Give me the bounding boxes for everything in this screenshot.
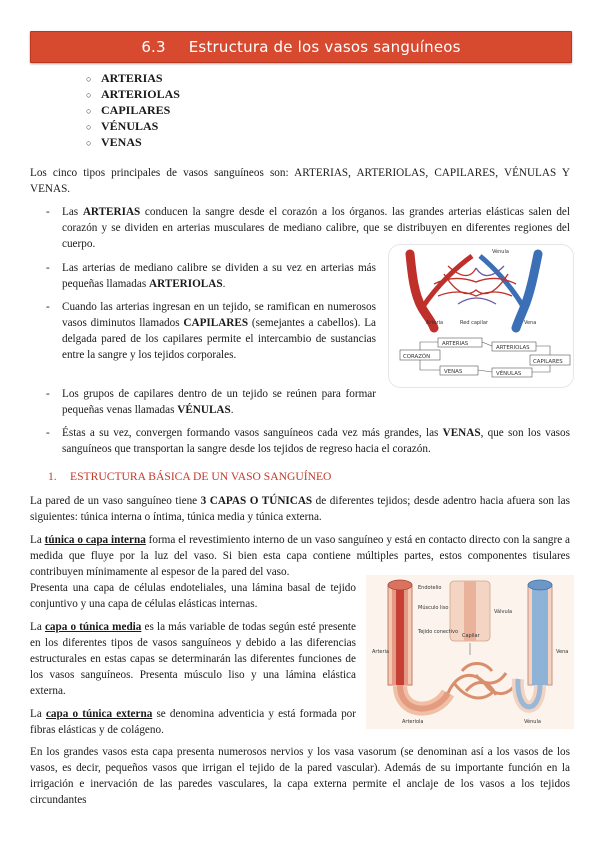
text: es la más variable de todas según esté presente en los diferentes tipos de vasos sanguíneos y debido a las diferencias estructurales en estas capas se determinarán las diferentes funciones de los vasos sanguíneos. Presenta músculo liso y una lámina elástica externa. <box>30 621 356 697</box>
box-arterias: ARTERIAS <box>442 341 469 347</box>
list-item: ○ CAPILARES <box>86 102 180 118</box>
section-number: 6.3 <box>141 38 166 56</box>
list-item: ○ ARTERIOLAS <box>86 86 180 102</box>
text: (semejantes a cabellos). La delgada pared de los capilares permite el intercambio de sustancias entre la sangre y los tejidos corporales. <box>62 317 376 361</box>
text: . <box>230 404 234 416</box>
text: , que son los vasos sanguíneos que transportan la sangre desde los tejidos de regreso hacia el corazón. <box>62 427 570 455</box>
label-valvula: Válvula <box>494 609 513 615</box>
bold-term: túnica o capa interna <box>44 534 146 546</box>
box-capilares: CAPILARES <box>533 359 563 365</box>
heading-title: ESTRUCTURA BÁSICA DE UN VASO SANGUÍNEO <box>70 470 332 483</box>
bullet-dash: - <box>46 262 50 274</box>
text: se denomina adventicia y está formada por fibras elásticas y de colágeno. <box>30 708 356 736</box>
label-endotelio: Endotelio <box>418 585 442 591</box>
text: La <box>30 708 46 720</box>
box-arteriolas: ARTERIOLAS <box>496 345 530 351</box>
text: de diferentes tejidos; desde adentro hacia afuera son las siguientes: túnica interna o íntima, túnica media y túnica externa. <box>30 495 570 523</box>
bullet-venulas <box>62 386 376 418</box>
bold-term: capa o túnica media <box>44 621 142 633</box>
list-item: ○ VÉNULAS <box>86 118 180 134</box>
bullet-capilares <box>62 299 376 363</box>
label-arteriola: Arteriola <box>402 719 424 725</box>
list-item: ○ VENAS <box>86 134 180 150</box>
label-venula: Vénula <box>492 249 509 255</box>
bold-term: ARTERIAS <box>82 206 141 218</box>
text: Las <box>62 206 83 218</box>
bullet-dash: - <box>46 206 50 218</box>
box-venulas: VÉNULAS <box>496 371 522 377</box>
text: Cuando las arterias ingresan en un tejido, se ramifican en numerosos vasos diminutos llamados <box>62 301 376 329</box>
bold-term: capa o túnica externa <box>45 708 153 720</box>
text: forma el revestimiento interno de un vaso sanguíneo y está en contacto directo con la sangre a medida que fluye por la luz del vaso. Si bien esta capa contiene múltiples partes, estos componentes tisulares contribuyen mínimamente al espesor de la pared del vaso. <box>30 534 571 578</box>
text: conducen la sangre desde el corazón a los órganos. las grandes arterias elásticas salen del corazón y se dividen en arterias musculares de mediano calibre, que se distribuyen en diferentes regiones del cuerpo. <box>62 206 571 250</box>
text: La pared de un vaso sanguíneo tiene <box>30 495 201 507</box>
text: La <box>30 534 45 546</box>
intro-paragraph: Los cinco tipos principales de vasos sanguíneos son: ARTERIAS, ARTERIOLAS, CAPILARES, VÉNULAS Y VENAS. <box>30 167 570 195</box>
paragraph-capas <box>30 493 570 525</box>
label-musculo: Músculo liso <box>418 605 449 611</box>
bold-term: 3 CAPAS O TÚNICAS <box>200 495 313 507</box>
bold-term: VENAS <box>442 427 481 439</box>
text: Los grupos de capilares dentro de un tejido se reúnen para formar pequeñas venas llamadas <box>62 388 376 416</box>
vessel-layers-figure <box>366 575 574 729</box>
text: Éstas a su vez, convergen formando vasos sanguíneos cada vez más grandes, las <box>62 427 443 439</box>
heading-number: 1. <box>48 470 57 483</box>
box-venas: VENAS <box>444 369 463 375</box>
bold-term: CAPILARES <box>183 317 249 329</box>
label-vena: Vena <box>556 649 569 655</box>
label-arteria: Arteria <box>372 649 390 655</box>
figure-frame <box>389 245 574 388</box>
text: Las arterias de mediano calibre se dividen a su vez en arterias más pequeñas llamadas <box>62 262 376 290</box>
text: La <box>30 621 45 633</box>
paragraph-tunica-interna-composition: Presenta una capa de células endoteliales, una lámina basal de tejido conjuntivo y una capa de células elásticas internas. <box>30 582 356 610</box>
list-item: ○ ARTERIAS <box>86 70 180 86</box>
label-arteria: Arteria <box>426 320 444 326</box>
label-tejido: Tejido conectivo <box>418 629 459 635</box>
paragraph-tunica-media <box>30 619 356 699</box>
vessel-network-figure <box>388 244 574 388</box>
text: . <box>222 278 226 290</box>
bullet-dash: - <box>46 427 50 439</box>
bold-term: ARTERIOLAS <box>148 278 223 290</box>
bold-term: VÉNULAS <box>177 404 231 416</box>
bullet-venas <box>62 425 570 457</box>
section-heading <box>48 470 331 483</box>
bullet-dash: - <box>46 301 50 313</box>
label-red-capilar: Red capilar <box>460 320 488 326</box>
bullet-dash: - <box>46 388 50 400</box>
label-capilar: Capilar <box>462 633 480 639</box>
vessel-type-list <box>86 70 180 150</box>
paragraph-tunica-externa <box>30 706 356 738</box>
paragraph-grandes-vasos: En los grandes vasos esta capa presenta numerosos nervios y los vasa vasorum (se denominan así a los vasos de los vasos, es decir, pequeños vasos que irrigan el tejido de la pared vascular). Además de su importante función en la irrigación e inervación de las paredes vasculares, la capa externa permite el anclaje de los vasos a los tejidos circundantes <box>30 746 570 806</box>
section-banner <box>30 31 572 63</box>
bullet-arteriolas <box>62 260 376 292</box>
label-venula: Vénula <box>524 719 541 725</box>
paragraph-tunica-interna <box>30 532 570 580</box>
box-corazon: CORAZÓN <box>403 354 431 360</box>
label-vena: Vena <box>524 320 537 326</box>
section-title: Estructura de los vasos sanguíneos <box>188 38 461 56</box>
